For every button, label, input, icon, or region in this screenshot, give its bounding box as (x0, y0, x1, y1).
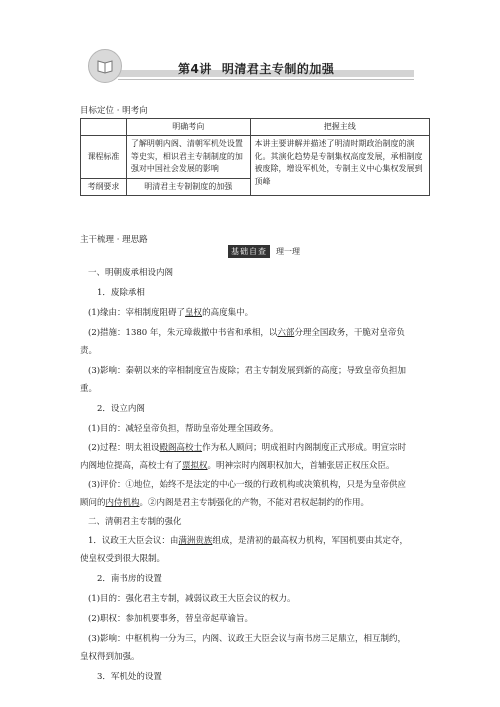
text-line: (3)影响：秦朝以来的宰相制度宣告废除；君主专制发展到新的高度；导致皇帝负担加 (88, 366, 407, 376)
underlined-term: 内侍机构 (105, 498, 140, 508)
section-target-heading: 目标定位 · 明考向 (80, 106, 148, 116)
text-line: (2)措施：1380 年，朱元璋裁撤中书省和承相，以六部分理全国政务，干脆对皇帝负 (88, 328, 405, 338)
mainline-content: 本讲主要讲解并描述了明清时期政治制度的演化。其演化趋势是专制集权高度发展，承相制度被废除，增设军机处，专制主义中心集权发展到顶峰 (250, 136, 429, 196)
text-line: (2)过程：明太祖设殿阁高校士作为私人顾问；明成祖时内阁制度正式形成。明宣宗时 (88, 443, 407, 453)
row-content-requirement: 明清君主专制制度的加强 (126, 178, 250, 195)
lecture-name: 明清君主专制的加强 (221, 62, 335, 76)
subheading-study: 2．南书房的设置 (97, 574, 162, 584)
underlined-term: 满洲贵族 (178, 536, 213, 546)
standards-table (80, 118, 430, 196)
underlined-term: 票拟权 (182, 461, 208, 471)
page-title (178, 60, 334, 77)
table-header-direction: 明确考向 (126, 119, 250, 136)
text-line: (1)目的：强化君主专制，减弱议政王大臣会议的权力。 (88, 594, 296, 604)
review-tag (228, 245, 300, 258)
tag-label: 基础自查 (228, 245, 270, 258)
table-corner-cell (81, 119, 127, 136)
subheading-cabinet: 2．设立内阁 (97, 404, 145, 414)
tag-text: 理一理 (276, 247, 300, 256)
text-line: (1)缘由：宰相制度阻碍了皇权的高度集中。 (88, 308, 254, 318)
text-line: 使皇权受到很大限制。 (80, 554, 166, 564)
banner-underline (118, 79, 414, 80)
book-icon (88, 49, 122, 83)
underlined-term: 皇权 (185, 308, 203, 318)
heading-qing: 二、清朝君主专制的强化 (88, 517, 182, 527)
underlined-term: 六部 (277, 328, 295, 338)
row-label-requirement: 考纲要求 (81, 178, 127, 195)
row-label-standard: 课程标准 (81, 136, 127, 178)
text-line: 责。 (80, 346, 98, 356)
subheading-abolish: 1．废除承相 (97, 288, 145, 298)
text-line: 顾问的内侍机构。②内阁是君主专制强化的产物，不能对君权起制约的作用。 (80, 498, 370, 508)
text-line: (1)目的：减轻皇帝负担，帮助皇帝处理全国政务。 (88, 424, 279, 434)
text-line: 皇权得到加强。 (80, 652, 140, 662)
text-line: 重。 (80, 384, 98, 394)
subheading-council: 3．军机处的设置 (97, 672, 162, 682)
text-line: (3)评价：①地位，始终不是法定的中心一级的行政机构或决策机构，只是为皇帝供应 (88, 480, 407, 490)
row-content-standard: 了解明朝内阁、清朝军机处设置等史实，相识君主专制制度的加强对中国社会发展的影响 (126, 136, 250, 178)
text-line: (3)影响：中枢机构一分为三，内阁、议政王大臣会议与南书房三足鼎立，相互制约， (88, 634, 407, 644)
text-line: 1．议政王大臣会议：由满洲贵族组成，是清初的最高权力机构，军国机要由其定夺， (88, 536, 408, 546)
table-header-mainline: 把握主线 (250, 119, 429, 136)
heading-ming: 一、明朝废承相设内阁 (88, 268, 174, 278)
text-line: (2)职权：参加机要事务，替皇帝起草谕旨。 (88, 614, 254, 624)
section-trunk-heading: 主干梳理 · 理思路 (80, 235, 148, 245)
text-line: 内阁地位提高，高校士有了票拟权。明神宗时内阁职权加大，首辅张居正权压众臣。 (80, 461, 395, 471)
underlined-term: 殿阁高校士 (159, 443, 203, 453)
lecture-number: 第4讲 (178, 62, 212, 76)
